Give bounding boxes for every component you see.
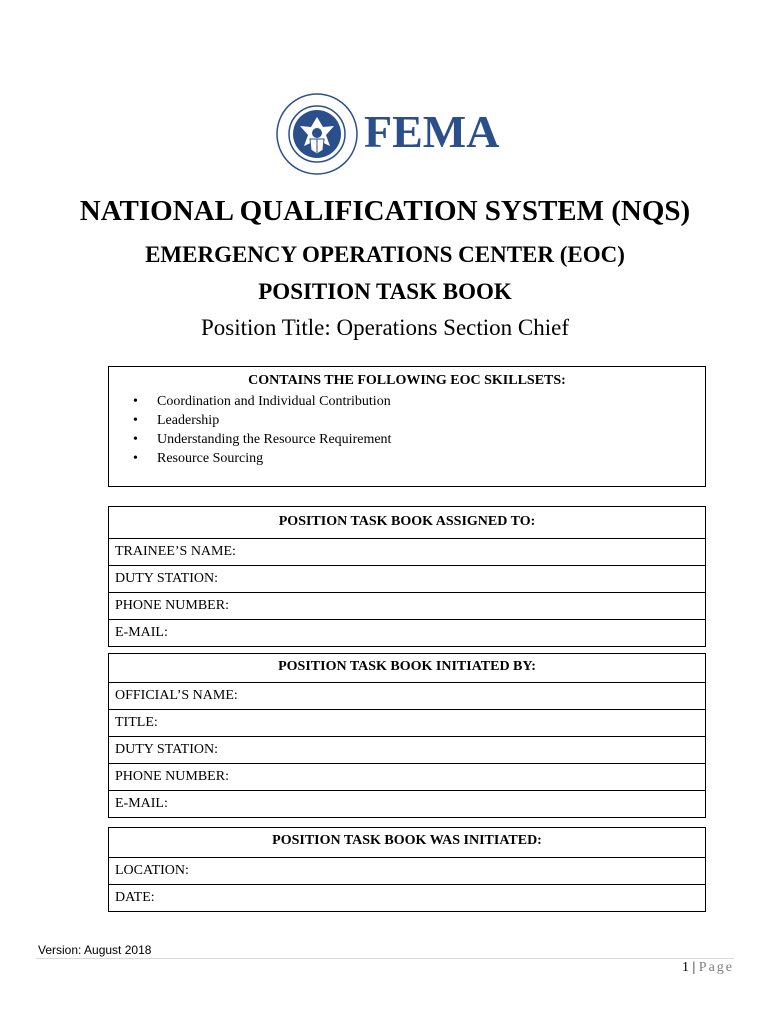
location-field[interactable]: LOCATION: <box>109 857 705 884</box>
title-nqs: NATIONAL QUALIFICATION SYSTEM (NQS) <box>79 195 691 227</box>
duty-station-field[interactable]: DUTY STATION: <box>109 565 705 592</box>
initiated-by-table <box>108 653 706 818</box>
official-name-field[interactable]: OFFICIAL’S NAME: <box>109 682 705 709</box>
initiated-by-heading: POSITION TASK BOOK INITIATED BY: <box>278 659 536 674</box>
footer-divider <box>36 958 734 959</box>
was-initiated-table <box>108 827 706 912</box>
title-eoc: EMERGENCY OPERATIONS CENTER (EOC) <box>145 242 625 267</box>
bullet-icon: • <box>133 394 138 409</box>
title-task-book: POSITION TASK BOOK <box>258 279 512 304</box>
bullet-icon: • <box>133 432 138 447</box>
version-text: Version: August 2018 <box>38 943 152 957</box>
list-item: • Leadership <box>133 413 220 428</box>
skillsets-heading: CONTAINS THE FOLLOWING EOC SKILLSETS: <box>248 373 566 388</box>
phone-number-field[interactable]: PHONE NUMBER: <box>109 763 705 790</box>
assigned-to-table <box>108 506 706 647</box>
skillsets-list <box>133 392 391 468</box>
list-item: • Understanding the Resource Requirement <box>133 432 392 447</box>
phone-number-field[interactable]: PHONE NUMBER: <box>109 592 705 619</box>
date-field[interactable]: DATE: <box>109 884 705 911</box>
was-initiated-heading: POSITION TASK BOOK WAS INITIATED: <box>272 833 542 848</box>
assigned-to-heading: POSITION TASK BOOK ASSIGNED TO: <box>278 514 536 529</box>
page-separator: | <box>692 960 696 975</box>
email-field[interactable]: E-MAIL: <box>109 619 705 646</box>
list-item: • Coordination and Individual Contribution <box>133 394 391 409</box>
page-number-value: 1 <box>681 960 689 975</box>
skillsets-box <box>108 366 706 487</box>
list-item: • Resource Sourcing <box>133 451 264 466</box>
dhs-seal-icon <box>276 93 358 175</box>
header-logo <box>0 93 770 177</box>
page-number <box>682 960 734 976</box>
email-field[interactable]: E-MAIL: <box>109 790 705 817</box>
trainee-name-field[interactable]: TRAINEE’S NAME: <box>109 538 705 565</box>
fema-wordmark: FEMA <box>364 106 500 157</box>
duty-station-field[interactable]: DUTY STATION: <box>109 736 705 763</box>
page-word: Page <box>698 960 734 975</box>
position-title: Position Title: Operations Section Chief <box>200 315 569 340</box>
bullet-icon: • <box>133 451 138 466</box>
title-field[interactable]: TITLE: <box>109 709 705 736</box>
bullet-icon: • <box>133 413 138 428</box>
